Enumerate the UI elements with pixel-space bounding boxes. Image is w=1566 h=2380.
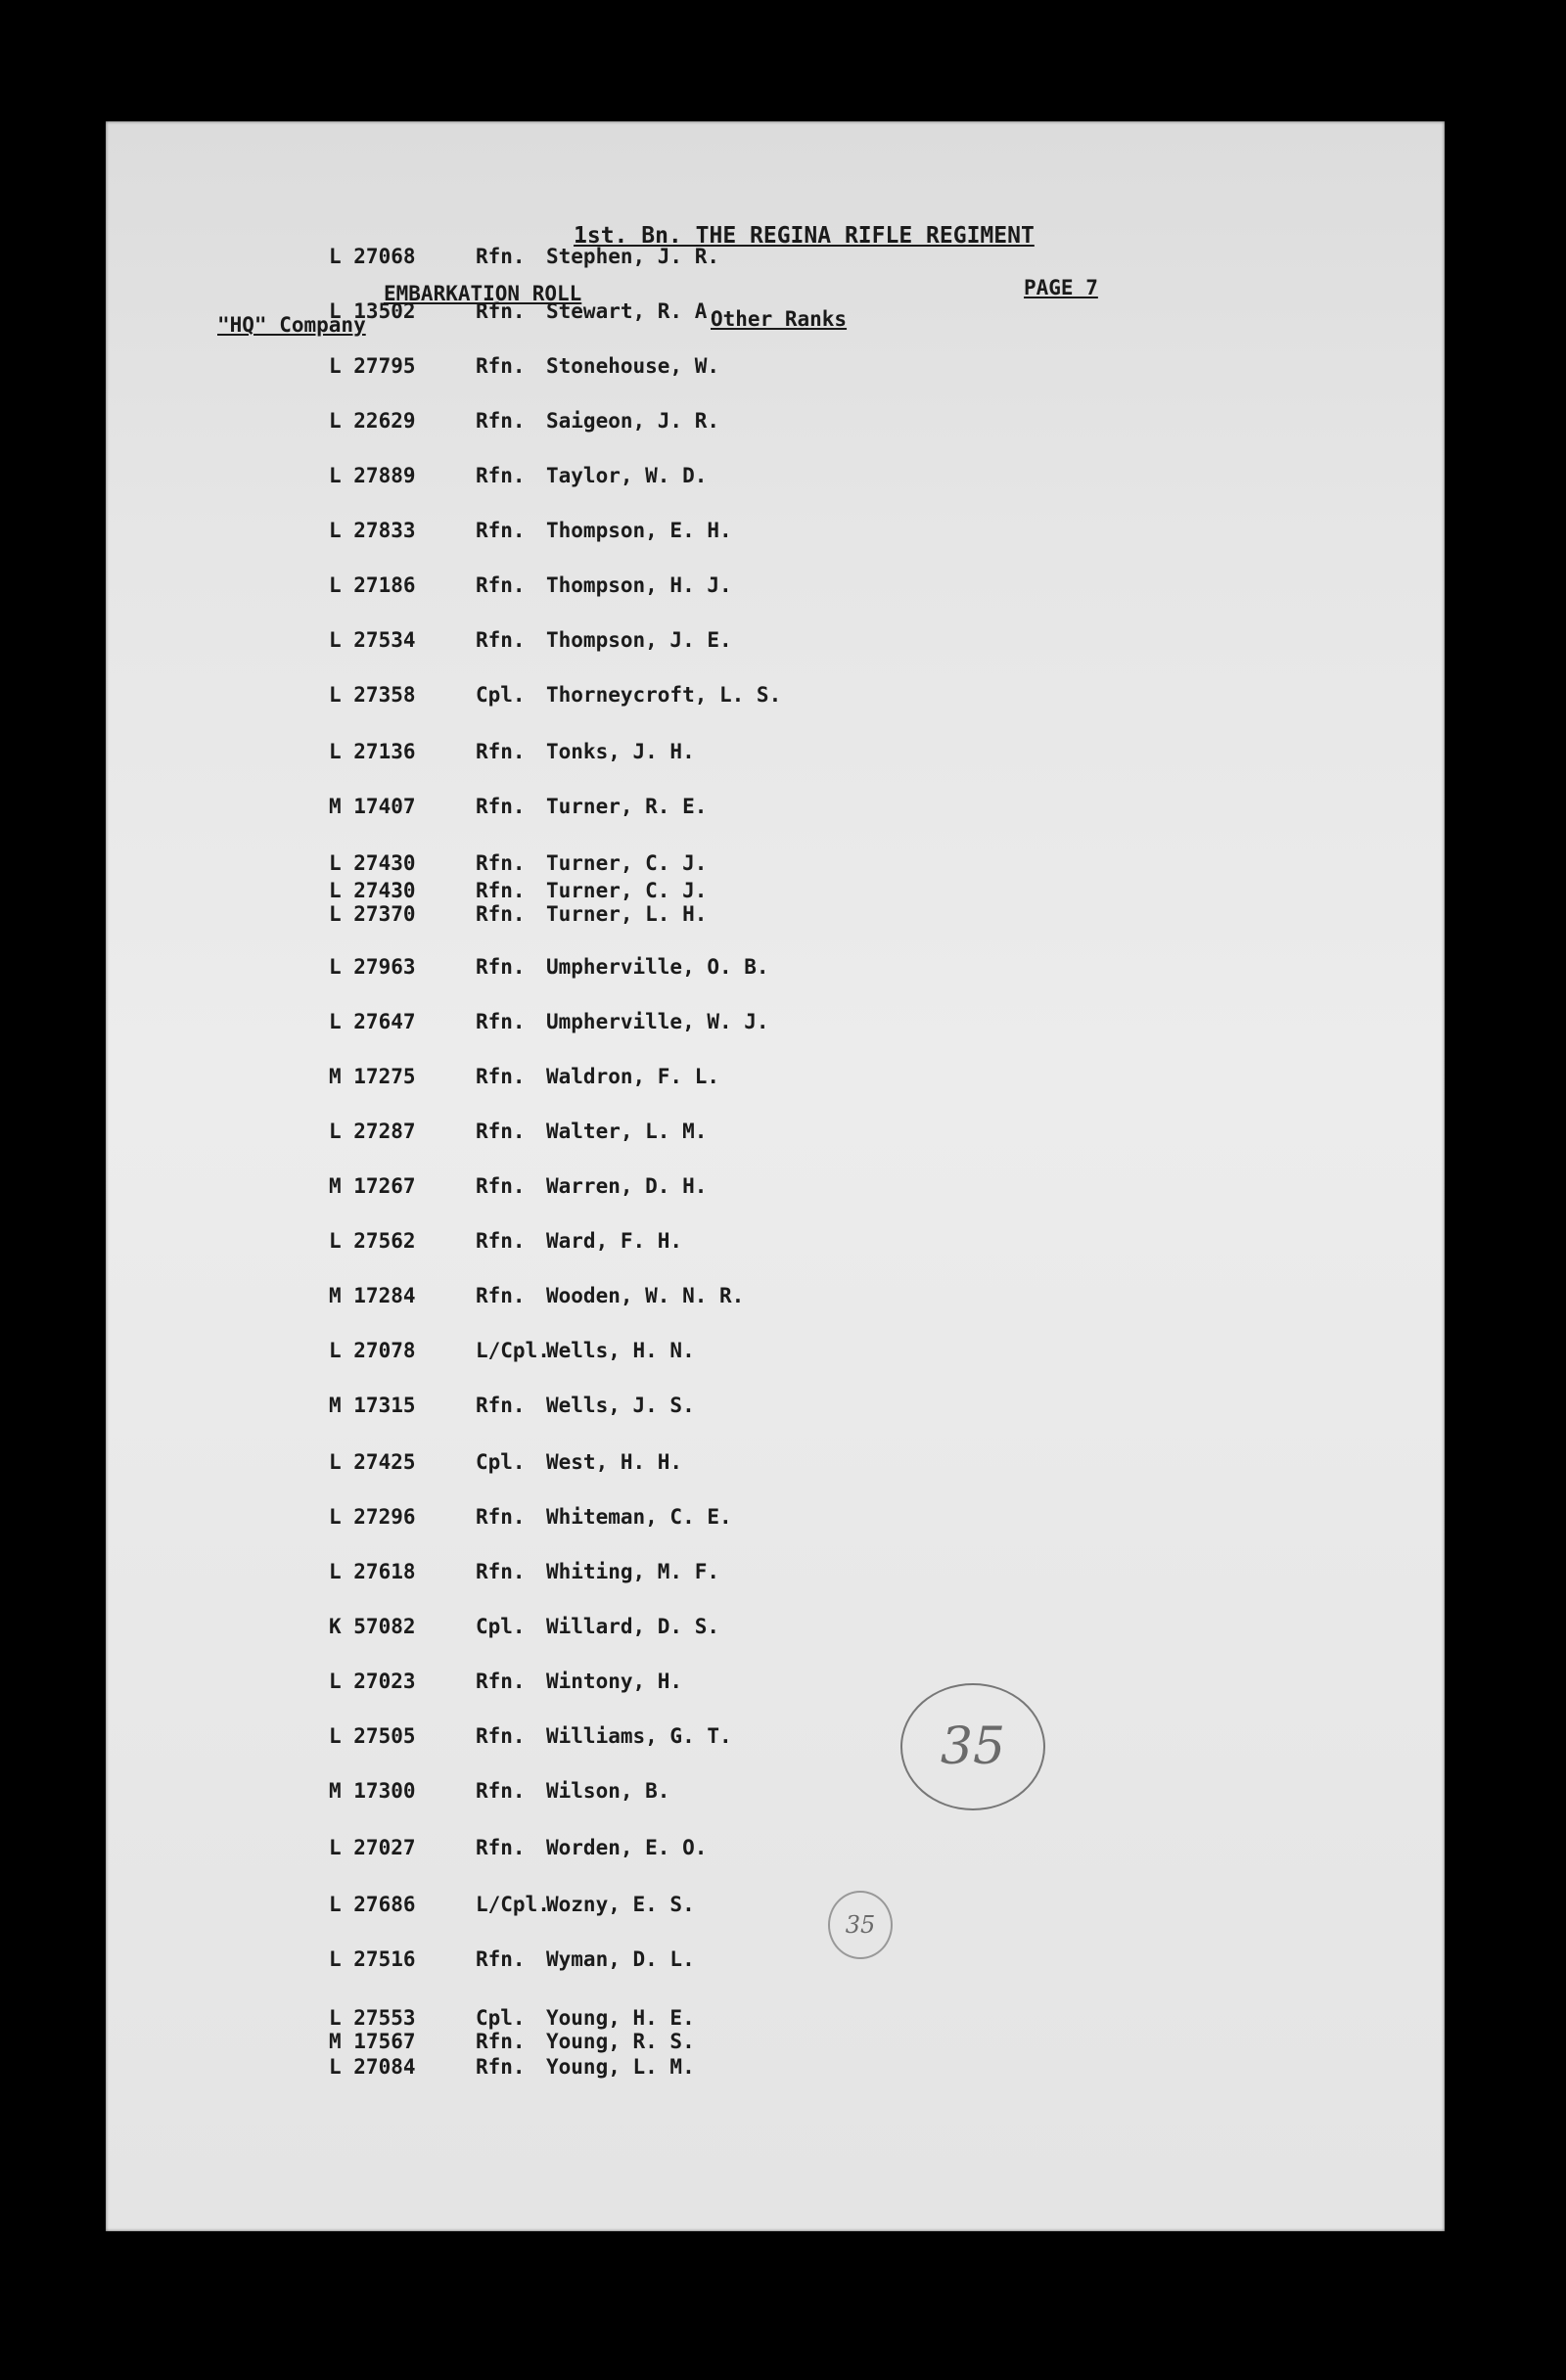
- page-label: PAGE 7: [1024, 276, 1098, 299]
- roll-entry: [106, 1724, 987, 1760]
- service-number: L 27027: [329, 1836, 416, 1859]
- service-number: L 27370: [329, 902, 416, 926]
- roll-entry: [106, 1339, 987, 1374]
- service-number: M 17407: [329, 795, 416, 818]
- soldier-name: Stonehouse, W.: [546, 354, 720, 378]
- rank: Rfn.: [476, 1065, 526, 1088]
- soldier-name: Whiting, M. F.: [546, 1560, 720, 1583]
- rank: Cpl.: [476, 1615, 526, 1638]
- soldier-name: Turner, C. J.: [546, 879, 708, 902]
- roll-entry: [106, 354, 987, 389]
- service-number: L 27296: [329, 1505, 416, 1529]
- roll-entry: [106, 955, 987, 990]
- soldier-name: Willard, D. S.: [546, 1615, 720, 1638]
- rank: Rfn.: [476, 464, 526, 487]
- soldier-name: Waldron, F. L.: [546, 1065, 720, 1088]
- service-number: L 27963: [329, 955, 416, 979]
- rank: Rfn.: [476, 1284, 526, 1307]
- soldier-name: Worden, E. O.: [546, 1836, 708, 1859]
- roll-entry: [106, 519, 987, 554]
- soldier-name: Thompson, E. H.: [546, 519, 732, 542]
- roll-entry: [106, 628, 987, 664]
- service-number: M 17275: [329, 1065, 416, 1088]
- roll-entry: [106, 740, 987, 775]
- rank: Rfn.: [476, 795, 526, 818]
- soldier-name: Young, R. S.: [546, 2030, 695, 2053]
- soldier-name: Warren, D. H.: [546, 1174, 708, 1198]
- rank: Rfn.: [476, 1947, 526, 1971]
- rank: Cpl.: [476, 1450, 526, 1474]
- service-number: L 27430: [329, 879, 416, 902]
- service-number: L 27068: [329, 245, 416, 268]
- roll-entry: [106, 795, 987, 830]
- rank: Rfn.: [476, 1010, 526, 1033]
- service-number: M 17267: [329, 1174, 416, 1198]
- soldier-name: Turner, R. E.: [546, 795, 708, 818]
- roll-entry: [106, 464, 987, 499]
- roll-entry: [106, 245, 987, 280]
- soldier-name: Walter, L. M.: [546, 1120, 708, 1143]
- document-page: [106, 121, 1445, 2231]
- unit-title: 1st. Bn. THE REGINA RIFLE REGIMENT: [574, 223, 1035, 249]
- service-number: L 27358: [329, 683, 416, 707]
- circled-number-small: 35: [828, 1891, 893, 1959]
- service-number: L 27562: [329, 1229, 416, 1253]
- service-number: L 22629: [329, 409, 416, 433]
- soldier-name: Thompson, J. E.: [546, 628, 732, 652]
- service-number: L 27516: [329, 1947, 416, 1971]
- roll-entry: [106, 573, 987, 609]
- service-number: L 27889: [329, 464, 416, 487]
- rank: Rfn.: [476, 354, 526, 378]
- soldier-name: Williams, G. T.: [546, 1724, 732, 1748]
- service-number: L 27833: [329, 519, 416, 542]
- soldier-name: Stewart, R. A.: [546, 299, 720, 323]
- roll-entry: [106, 1836, 987, 1871]
- rank: Rfn.: [476, 1724, 526, 1748]
- roll-entry: [106, 1450, 987, 1486]
- rank: Rfn.: [476, 740, 526, 763]
- rank: Rfn.: [476, 1670, 526, 1693]
- rank: Rfn.: [476, 879, 526, 902]
- rank: Rfn.: [476, 955, 526, 979]
- service-number: L 27425: [329, 1450, 416, 1474]
- soldier-name: Wozny, E. S.: [546, 1893, 695, 1916]
- service-number: L 27505: [329, 1724, 416, 1748]
- service-number: L 27078: [329, 1339, 416, 1362]
- roll-entry: [106, 1779, 987, 1814]
- rank: Cpl.: [476, 683, 526, 707]
- rank: Rfn.: [476, 409, 526, 433]
- service-number: L 27553: [329, 2006, 416, 2030]
- rank: Cpl.: [476, 2006, 526, 2030]
- roll-entry: [106, 683, 987, 718]
- rank: Rfn.: [476, 2055, 526, 2079]
- soldier-name: Saigeon, J. R.: [546, 409, 720, 433]
- rank: Rfn.: [476, 1779, 526, 1803]
- soldier-name: Wyman, D. L.: [546, 1947, 695, 1971]
- service-number: K 57082: [329, 1615, 416, 1638]
- roll-entry: [106, 1670, 987, 1705]
- rank: Rfn.: [476, 299, 526, 323]
- service-number: M 17567: [329, 2030, 416, 2053]
- roll-entry: [106, 1065, 987, 1100]
- soldier-name: Whiteman, C. E.: [546, 1505, 732, 1529]
- rank: Rfn.: [476, 1560, 526, 1583]
- service-number: L 27136: [329, 740, 416, 763]
- roll-entry: [106, 1505, 987, 1540]
- rank: Rfn.: [476, 1394, 526, 1417]
- roll-entry: [106, 1560, 987, 1595]
- soldier-name: Umpherville, W. J.: [546, 1010, 769, 1033]
- service-number: L 27618: [329, 1560, 416, 1583]
- soldier-name: Taylor, W. D.: [546, 464, 708, 487]
- soldier-name: Stephen, J. R.: [546, 245, 720, 268]
- roll-entry: [106, 299, 987, 335]
- soldier-name: Turner, L. H.: [546, 902, 708, 926]
- roll-entry: [106, 1120, 987, 1155]
- rank: Rfn.: [476, 2030, 526, 2053]
- soldier-name: Turner, C. J.: [546, 851, 708, 875]
- service-number: L 27686: [329, 1893, 416, 1916]
- roll-title: EMBARKATION ROLL: [384, 282, 582, 305]
- soldier-name: Young, L. M.: [546, 2055, 695, 2079]
- soldier-name: West, H. H.: [546, 1450, 683, 1474]
- category-label: Other Ranks: [711, 307, 848, 331]
- soldier-name: Thorneycroft, L. S.: [546, 683, 782, 707]
- service-number: L 27084: [329, 2055, 416, 2079]
- rank: Rfn.: [476, 1229, 526, 1253]
- rank: Rfn.: [476, 628, 526, 652]
- service-number: L 27795: [329, 354, 416, 378]
- service-number: M 17300: [329, 1779, 416, 1803]
- rank: Rfn.: [476, 1120, 526, 1143]
- rank: L/Cpl.: [476, 1893, 550, 1916]
- service-number: L 27430: [329, 851, 416, 875]
- company-label: "HQ" Company: [217, 313, 366, 337]
- soldier-name: Umpherville, O. B.: [546, 955, 769, 979]
- roll-entry: [106, 1615, 987, 1650]
- soldier-name: Wells, H. N.: [546, 1339, 695, 1362]
- rank: Rfn.: [476, 573, 526, 597]
- circled-number-large: 35: [900, 1683, 1045, 1810]
- roll-entry: [106, 2055, 987, 2090]
- roll-entry: [106, 1394, 987, 1429]
- service-number: L 27287: [329, 1120, 416, 1143]
- rank: Rfn.: [476, 1174, 526, 1198]
- roll-entry: [106, 1174, 987, 1210]
- soldier-name: Thompson, H. J.: [546, 573, 732, 597]
- soldier-name: Tonks, J. H.: [546, 740, 695, 763]
- soldier-name: Wintony, H.: [546, 1670, 683, 1693]
- service-number: L 27534: [329, 628, 416, 652]
- service-number: M 17315: [329, 1394, 416, 1417]
- soldier-name: Wooden, W. N. R.: [546, 1284, 745, 1307]
- service-number: L 27023: [329, 1670, 416, 1693]
- rank: L/Cpl.: [476, 1339, 550, 1362]
- soldier-name: Wilson, B.: [546, 1779, 670, 1803]
- soldier-name: Ward, F. H.: [546, 1229, 683, 1253]
- service-number: L 27647: [329, 1010, 416, 1033]
- rank: Rfn.: [476, 1505, 526, 1529]
- rank: Rfn.: [476, 519, 526, 542]
- rank: Rfn.: [476, 245, 526, 268]
- roll-entry: [106, 1229, 987, 1264]
- soldier-name: Young, H. E.: [546, 2006, 695, 2030]
- service-number: M 17284: [329, 1284, 416, 1307]
- roll-entry: [106, 1284, 987, 1319]
- roll-entry: [106, 409, 987, 444]
- soldier-name: Wells, J. S.: [546, 1394, 695, 1417]
- roll-entry: [106, 1010, 987, 1045]
- rank: Rfn.: [476, 851, 526, 875]
- service-number: L 27186: [329, 573, 416, 597]
- roll-entry: [106, 902, 987, 938]
- rank: Rfn.: [476, 902, 526, 926]
- rank: Rfn.: [476, 1836, 526, 1859]
- service-number: L 13502: [329, 299, 416, 323]
